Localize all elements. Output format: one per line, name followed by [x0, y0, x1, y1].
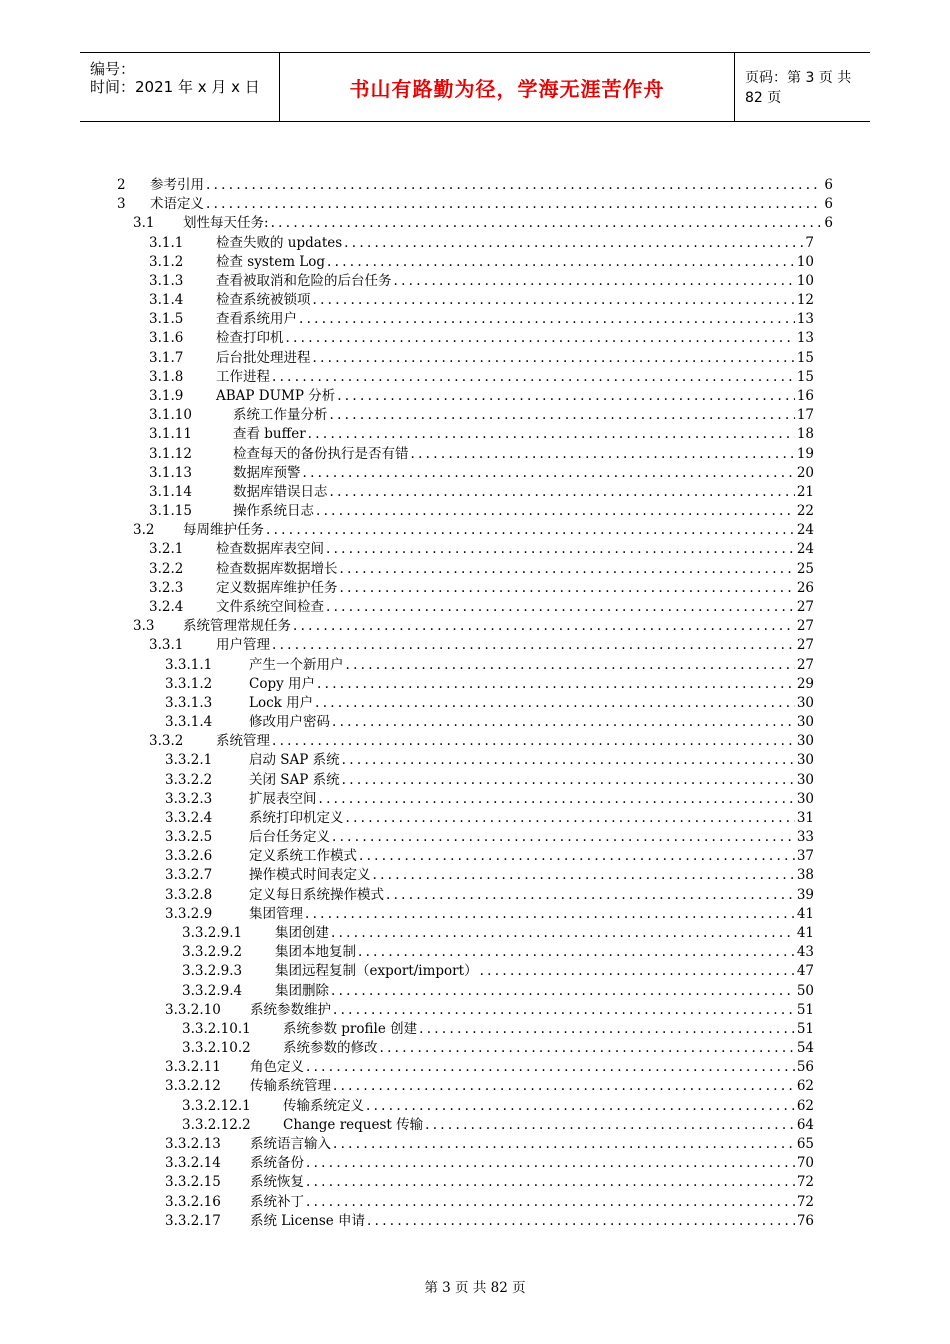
toc-dot-leader [303, 464, 795, 483]
toc-entry-page: 16 [796, 387, 814, 404]
toc-dot-leader [330, 483, 795, 502]
toc-entry-page: 47 [796, 963, 814, 980]
toc-entry-title: 后台批处理进程 [216, 349, 311, 366]
toc-entry-title: 启动 SAP 系统 [249, 752, 340, 769]
toc-dot-leader [326, 598, 795, 617]
header-page-info: 页码：第 3 页 共 82 页 [745, 70, 852, 106]
toc-entry-page: 62 [796, 1078, 814, 1095]
toc-dot-leader [366, 1097, 795, 1116]
toc-entry-number: 3.1.6 [149, 330, 184, 347]
page-footer: 第 3 页 共 82 页 [424, 1280, 526, 1296]
toc-entry-number: 3.3.2.12.2 [182, 1116, 251, 1133]
toc-entry[interactable] [149, 310, 814, 329]
toc-entry-page: 64 [796, 1116, 814, 1133]
toc-entry-title: Lock 用户 [249, 694, 314, 711]
toc-entry-page: 13 [796, 330, 814, 347]
toc-entry[interactable] [149, 732, 814, 751]
toc-entry-title: 查看 buffer [233, 426, 306, 443]
toc-entry-title: ABAP DUMP 分析 [216, 387, 336, 404]
toc-dot-leader [425, 1116, 795, 1135]
toc-entry-number: 3.3.1.1 [165, 656, 213, 673]
toc-entry-number: 3.3.2.10.1 [182, 1020, 251, 1037]
toc-dot-leader [272, 368, 795, 387]
toc-entry-title: Change request 传输 [283, 1116, 424, 1133]
toc-entry-page: 29 [796, 675, 814, 692]
document-time-label: 时间：2021 年 x 月 x 日 [90, 78, 260, 96]
toc-entry[interactable] [182, 1039, 814, 1058]
toc-dot-leader [333, 1001, 795, 1020]
toc-entry-number: 3.1.15 [149, 503, 192, 520]
toc-entry[interactable] [165, 809, 814, 828]
toc-dot-leader [271, 214, 823, 233]
toc-entry-page: 41 [796, 905, 814, 922]
toc-entry-number: 3.1.5 [149, 311, 184, 328]
toc-entry-title: 定义数据库维护任务 [216, 579, 338, 596]
toc-entry-page: 54 [796, 1040, 814, 1057]
toc-entry-title: 集团管理 [249, 905, 303, 922]
toc-entry-page: 24 [796, 541, 814, 558]
toc-entry[interactable] [165, 656, 814, 675]
toc-entry-number: 2 [117, 177, 126, 193]
toc-dot-leader [293, 617, 795, 636]
toc-entry-title: 系统参数的修改 [283, 1040, 378, 1057]
toc-entry-title: 检查打印机 [216, 330, 284, 347]
toc-entry-number: 3.1.11 [149, 426, 192, 443]
toc-entry-number: 3.3.2.6 [165, 848, 213, 865]
toc-entry-number: 3.3.2.17 [165, 1212, 221, 1229]
toc-entry-number: 3.3.2.9.4 [182, 982, 243, 999]
toc-entry-number: 3.3.2.10 [165, 1001, 221, 1018]
toc-entry-title: 集团本地复制 [275, 944, 356, 961]
toc-dot-leader [331, 982, 795, 1001]
toc-dot-leader [419, 1020, 795, 1039]
toc-entry-title: 系统管理 [216, 733, 270, 750]
toc-dot-leader [411, 445, 795, 464]
toc-entry-page: 27 [796, 618, 814, 635]
toc-entry-number: 3.3 [133, 618, 155, 635]
toc-entry-page: 25 [796, 560, 814, 577]
toc-dot-leader [306, 1058, 795, 1077]
toc-entry-page: 19 [796, 445, 814, 462]
toc-entry-page: 72 [796, 1193, 814, 1210]
toc-entry-title: 参考引用 [150, 177, 204, 193]
toc-dot-leader [206, 176, 822, 195]
toc-entry-title: 系统语言输入 [250, 1136, 331, 1152]
toc-entry-number: 3.3.2.7 [165, 867, 213, 884]
toc-entry[interactable] [182, 924, 814, 943]
toc-entry-number: 3.3.1 [149, 637, 184, 654]
toc-entry-number: 3.1.12 [149, 445, 192, 462]
toc-entry-title: 数据库错误日志 [233, 483, 328, 500]
toc-dot-leader [306, 1193, 795, 1212]
toc-entry-title: 用户管理 [216, 637, 270, 654]
toc-entry-number: 3.2.1 [149, 541, 184, 558]
toc-entry[interactable] [165, 1001, 814, 1020]
toc-entry-page: 39 [796, 886, 814, 903]
header-motto-cell [280, 53, 735, 121]
toc-dot-leader [316, 502, 795, 521]
toc-dot-leader [306, 1154, 795, 1173]
toc-entry-title: 定义系统工作模式 [249, 848, 357, 865]
toc-entry-number: 3.3.2.14 [165, 1155, 221, 1172]
toc-dot-leader [333, 1077, 795, 1096]
toc-entry-number: 3.1.13 [149, 464, 192, 481]
toc-entry[interactable] [165, 771, 814, 790]
toc-entry[interactable] [149, 464, 814, 483]
toc-entry-page: 6 [824, 196, 833, 213]
toc-dot-leader [327, 253, 795, 272]
toc-dot-leader [359, 847, 795, 866]
toc-entry[interactable] [182, 1116, 814, 1135]
header-motto: 书山有路勤为径，学海无涯苦作舟 [349, 76, 665, 101]
toc-entry-title: 数据库预警 [233, 464, 301, 481]
toc-entry-title: 定义每日系统操作模式 [249, 886, 384, 903]
toc-entry-title: 传输系统定义 [283, 1097, 364, 1114]
toc-entry-page: 72 [796, 1174, 814, 1191]
toc-entry[interactable] [133, 617, 814, 636]
toc-entry-title: 修改用户密码 [249, 714, 330, 731]
toc-entry[interactable] [182, 982, 814, 1001]
toc-entry[interactable] [149, 483, 814, 502]
toc-entry-page: 30 [796, 714, 814, 731]
toc-entry-page: 6 [824, 177, 833, 193]
toc-entry[interactable] [165, 713, 814, 732]
toc-entry-title: 传输系统管理 [250, 1078, 331, 1095]
toc-entry-page: 13 [796, 311, 814, 328]
toc-entry[interactable] [149, 234, 814, 253]
toc-entry-number: 3.1.10 [149, 407, 192, 424]
toc-entry-page: 30 [796, 733, 814, 750]
toc-entry[interactable] [182, 962, 814, 981]
toc-entry[interactable] [149, 349, 814, 368]
toc-dot-leader [317, 675, 795, 694]
toc-dot-leader [206, 195, 822, 214]
toc-dot-leader [358, 943, 795, 962]
toc-entry-number: 3.3.2.16 [165, 1193, 221, 1210]
toc-entry[interactable] [149, 636, 814, 655]
toc-entry[interactable] [149, 291, 814, 310]
toc-entry-title: 系统备份 [250, 1155, 304, 1172]
toc-entry-number: 3.3.2.15 [165, 1174, 221, 1191]
toc-entry-number: 3.2.3 [149, 579, 184, 596]
toc-entry[interactable] [165, 1058, 814, 1077]
toc-entry[interactable] [149, 579, 814, 598]
toc-entry-page: 17 [796, 407, 814, 424]
toc-entry-page: 30 [796, 694, 814, 711]
toc-entry-number: 3.1.4 [149, 292, 184, 309]
toc-entry[interactable] [182, 1097, 814, 1116]
toc-entry-title: 检查 system Log [216, 253, 326, 270]
toc-entry[interactable] [149, 368, 814, 387]
toc-dot-leader [394, 272, 795, 291]
toc-entry-title: 集团远程复制（export/import） [275, 963, 478, 980]
toc-dot-leader [380, 1039, 795, 1058]
toc-entry-title: Copy 用户 [249, 675, 316, 692]
toc-entry[interactable] [165, 847, 814, 866]
toc-entry-title: 后台任务定义 [249, 829, 330, 846]
toc-dot-leader [373, 866, 795, 885]
toc-entry-title: 集团创建 [275, 925, 329, 942]
toc-dot-leader [340, 579, 795, 598]
toc-entry-title: 检查数据库表空间 [216, 541, 324, 558]
toc-entry-page: 37 [796, 848, 814, 865]
toc-entry-number: 3.1.14 [149, 483, 192, 500]
toc-dot-leader [330, 406, 795, 425]
toc-entry[interactable] [165, 1135, 814, 1154]
toc-entry-title: 检查失败的 updates [216, 234, 343, 251]
toc-entry-number: 3.3.2.9.2 [182, 944, 243, 961]
toc-entry[interactable] [149, 425, 814, 444]
toc-entry-number: 3.3.1.2 [165, 675, 213, 692]
toc-entry[interactable] [149, 560, 814, 579]
toc-entry-page: 18 [796, 426, 814, 443]
toc-entry-number: 3.3.2.4 [165, 809, 213, 826]
toc-entry-page: 33 [796, 829, 814, 846]
toc-entry-title: 系统参数维护 [250, 1001, 331, 1018]
toc-entry[interactable] [165, 675, 814, 694]
toc-entry[interactable] [117, 176, 833, 195]
toc-dot-leader [272, 636, 795, 655]
toc-dot-leader [315, 694, 795, 713]
toc-dot-leader [272, 732, 795, 751]
toc-entry-number: 3.3.1.4 [165, 714, 213, 731]
toc-entry-page: 76 [796, 1212, 814, 1229]
toc-entry-title: 系统打印机定义 [249, 809, 344, 826]
toc-entry[interactable] [182, 943, 814, 962]
toc-dot-leader [346, 809, 795, 828]
toc-entry-title: 文件系统空间检查 [216, 598, 324, 615]
toc-entry-title: 检查系统被锁项 [216, 292, 311, 309]
toc-entry-number: 3.3.2.1 [165, 752, 213, 769]
toc-entry-page: 12 [796, 292, 814, 309]
toc-entry-number: 3.3.2.12.1 [182, 1097, 251, 1114]
toc-entry-title: 操作系统日志 [233, 503, 314, 520]
toc-entry-page: 30 [796, 752, 814, 769]
toc-entry-number: 3.1.9 [149, 387, 184, 404]
toc-entry-title: 系统恢复 [250, 1174, 304, 1191]
toc-entry[interactable] [165, 1154, 814, 1173]
toc-entry-number: 3.1.8 [149, 368, 184, 385]
toc-entry-title: 系统补丁 [250, 1193, 304, 1210]
toc-entry[interactable] [165, 751, 814, 770]
toc-entry-title: 系统参数 profile 创建 [283, 1020, 418, 1037]
toc-entry-number: 3.2.2 [149, 560, 184, 577]
toc-entry-title: 检查数据库数据增长 [216, 560, 338, 577]
toc-dot-leader [342, 771, 795, 790]
toc-entry-number: 3.3.2.5 [165, 829, 213, 846]
toc-entry[interactable] [133, 521, 814, 540]
toc-entry-page: 43 [796, 944, 814, 961]
toc-entry-page: 70 [796, 1155, 814, 1172]
toc-dot-leader [331, 924, 795, 943]
toc-entry-number: 3.3.2 [149, 733, 184, 750]
toc-entry-number: 3.1.3 [149, 272, 184, 289]
toc-entry-title: 操作模式时间表定义 [249, 867, 371, 884]
toc-entry[interactable] [165, 1193, 814, 1212]
toc-entry-page: 22 [796, 503, 814, 520]
toc-entry-page: 15 [796, 349, 814, 366]
toc-dot-leader [332, 828, 795, 847]
toc-dot-leader [308, 425, 795, 444]
toc-dot-leader [306, 1173, 795, 1192]
toc-dot-leader [386, 886, 795, 905]
toc-entry-title: 系统 License 申请 [250, 1212, 366, 1229]
toc-dot-leader [337, 387, 795, 406]
toc-entry[interactable] [165, 790, 814, 809]
toc-entry[interactable] [165, 1173, 814, 1192]
toc-dot-leader [346, 656, 795, 675]
toc-entry-number: 3.3.2.10.2 [182, 1040, 251, 1057]
toc-entry-page: 31 [796, 809, 814, 826]
toc-entry-page: 30 [796, 771, 814, 788]
toc-entry-title: 集团删除 [275, 982, 329, 999]
toc-entry-number: 3 [117, 196, 126, 213]
toc-dot-leader [305, 905, 795, 924]
toc-entry-page: 10 [796, 253, 814, 270]
toc-dot-leader [313, 349, 795, 368]
toc-entry-page: 50 [796, 982, 814, 999]
toc-entry[interactable] [165, 694, 814, 713]
toc-entry[interactable] [149, 272, 814, 291]
toc-entry-number: 3.3.2.9 [165, 905, 213, 922]
toc-entry-page: 7 [805, 234, 814, 251]
toc-entry[interactable] [149, 598, 814, 617]
document-number-label: 编号： [90, 60, 136, 78]
toc-entry-number: 3.1.1 [149, 234, 184, 251]
toc-entry-number: 3.3.2.13 [165, 1136, 221, 1152]
toc-entry[interactable] [149, 502, 814, 521]
toc-dot-leader [326, 540, 795, 559]
toc-entry-page: 26 [796, 579, 814, 596]
toc-entry-title: 系统工作量分析 [233, 407, 328, 424]
toc-dot-leader [340, 560, 795, 579]
toc-entry[interactable] [133, 214, 833, 233]
toc-entry-number: 3.3.2.9.3 [182, 963, 243, 980]
toc-entry[interactable] [117, 195, 833, 214]
toc-entry-title: 系统管理常规任务 [183, 618, 291, 635]
toc-entry-page: 27 [796, 637, 814, 654]
toc-entry-page: 51 [796, 1001, 814, 1018]
toc-entry[interactable] [165, 1212, 814, 1231]
toc-dot-leader [313, 291, 795, 310]
toc-entry-page: 62 [796, 1097, 814, 1114]
toc-entry-number: 3.2 [133, 522, 155, 539]
toc-entry-page: 30 [796, 790, 814, 807]
toc-entry-title: 工作进程 [216, 368, 270, 385]
toc-entry-number: 3.3.2.2 [165, 771, 213, 788]
page-header [80, 52, 870, 122]
toc-entry-page: 20 [796, 464, 814, 481]
toc-dot-leader [342, 751, 795, 770]
toc-dot-leader [332, 713, 795, 732]
toc-dot-leader [333, 1135, 795, 1154]
toc-entry-number: 3.3.2.3 [165, 790, 213, 807]
toc-dot-leader [299, 310, 795, 329]
toc-entry-number: 3.1 [133, 215, 155, 232]
toc-entry-number: 3.3.2.11 [165, 1059, 221, 1076]
toc-entry-page: 15 [796, 368, 814, 385]
toc-entry[interactable] [165, 1077, 814, 1096]
toc-entry-page: 21 [796, 483, 814, 500]
toc-entry-number: 3.3.2.9.1 [182, 925, 243, 942]
toc-entry[interactable] [182, 1020, 814, 1039]
toc-entry[interactable] [149, 329, 814, 348]
toc-dot-leader [319, 790, 795, 809]
toc-entry-page: 10 [796, 272, 814, 289]
toc-entry[interactable] [149, 387, 814, 406]
toc-entry-page: 27 [796, 656, 814, 673]
toc-entry-number: 3.1.2 [149, 253, 184, 270]
toc-entry-number: 3.3.1.3 [165, 694, 213, 711]
toc-dot-leader [480, 962, 795, 981]
toc-entry[interactable] [165, 886, 814, 905]
toc-entry-page: 56 [796, 1059, 814, 1076]
toc-entry[interactable] [165, 905, 814, 924]
toc-entry[interactable] [149, 445, 814, 464]
toc-entry-title: 术语定义 [150, 196, 204, 213]
toc-dot-leader [367, 1212, 795, 1231]
toc-entry-number: 3.3.2.8 [165, 886, 213, 903]
toc-dot-leader [344, 234, 803, 253]
toc-dot-leader [266, 521, 795, 540]
toc-entry-title: 产生一个新用户 [249, 656, 344, 673]
toc-entry[interactable] [149, 253, 814, 272]
toc-entry-number: 3.1.7 [149, 349, 184, 366]
toc-entry-page: 6 [824, 215, 833, 232]
toc-dot-leader [286, 329, 795, 348]
toc-entry-page: 38 [796, 867, 814, 884]
toc-entry[interactable] [149, 540, 814, 559]
toc-entry-title: 检查每天的备份执行是否有错 [233, 445, 409, 462]
toc-entry-title: 角色定义 [250, 1059, 304, 1076]
toc-entry-number: 3.2.4 [149, 598, 184, 615]
toc-entry-title: 关闭 SAP 系统 [249, 771, 340, 788]
toc-entry[interactable] [165, 866, 814, 885]
toc-entry-page: 24 [796, 522, 814, 539]
toc-entry[interactable] [165, 828, 814, 847]
toc-entry-page: 41 [796, 925, 814, 942]
toc-entry-title: 划性每天任务: [183, 215, 269, 232]
toc-entry-title: 查看系统用户 [216, 311, 297, 328]
toc-entry[interactable] [149, 406, 814, 425]
toc-entry-number: 3.3.2.12 [165, 1078, 221, 1095]
toc-entry-title: 每周维护任务 [183, 522, 264, 539]
toc-entry-title: 扩展表空间 [249, 790, 317, 807]
toc-entry-page: 65 [796, 1136, 814, 1152]
header-info-cell [80, 53, 280, 121]
toc-entry-title: 查看被取消和危险的后台任务 [216, 272, 392, 289]
toc-entry-page: 27 [796, 598, 814, 615]
toc-entry-page: 51 [796, 1020, 814, 1037]
